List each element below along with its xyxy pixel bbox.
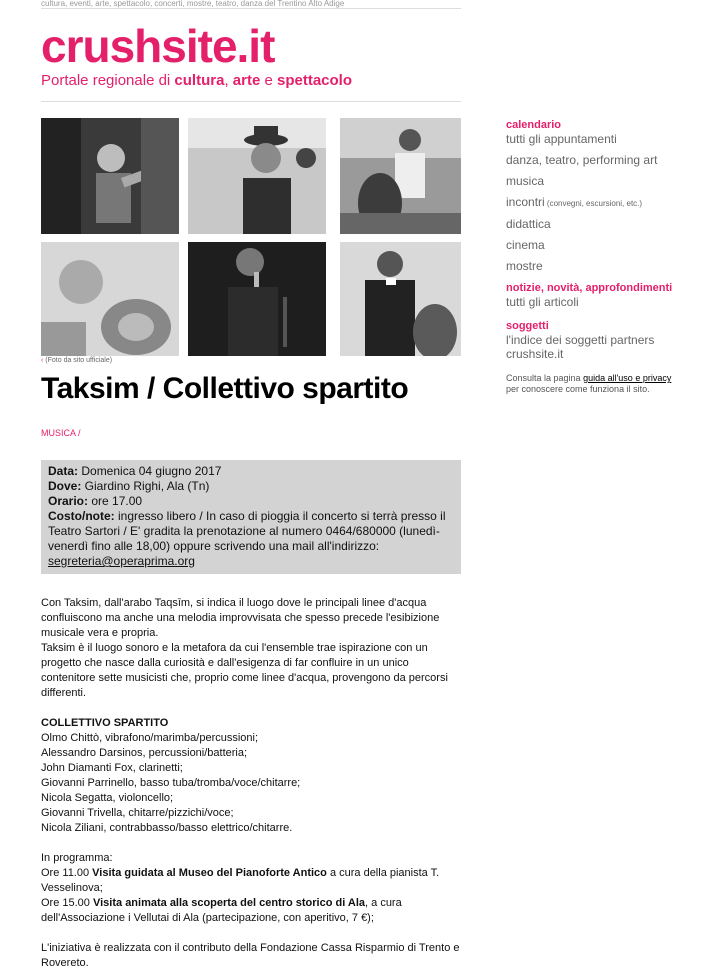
divider bbox=[41, 8, 461, 9]
member-item: Nicola Segatta, violoncello; bbox=[41, 792, 174, 804]
member-item: John Diamanti Fox, clarinetti; bbox=[41, 762, 183, 774]
member-item: Giovanni Trivella, chitarre/pizzichi/voce; bbox=[41, 807, 234, 819]
photo-cellist bbox=[340, 118, 478, 234]
event-photo-collage bbox=[41, 118, 461, 356]
programme-item: Ore 11.00 Visita guidata al Museo del Pianoforte Antico a cura della pianista T. Vesselinova; bbox=[41, 867, 440, 894]
sidebar bbox=[506, 118, 706, 395]
divider bbox=[41, 101, 461, 102]
event-email-link[interactable]: segreteria@operaprima.org bbox=[48, 554, 195, 568]
sidebar-item-tutti-appuntamenti[interactable]: tutti gli appuntamenti bbox=[506, 132, 617, 146]
sponsor-note: L'iniziativa è realizzata con il contributo della Fondazione Cassa Risparmio di Trento e Rovereto. bbox=[41, 942, 460, 969]
event-info-box bbox=[41, 460, 461, 574]
programme-item: Ore 15.00 Visita animata alla scoperta del centro storico di Ala, a cura dell'Associazione i Vellutai di Ala (partecipazione, con aperitivo, 7 €); bbox=[41, 897, 402, 924]
event-title: Taksim / Collettivo spartito bbox=[41, 372, 409, 405]
sidebar-item-soggetti-index[interactable]: l'indice dei soggetti partners bbox=[506, 333, 655, 347]
event-place: Dove: Giardino Righi, Ala (Tn) bbox=[48, 479, 210, 493]
member-item: Nicola Ziliani, contrabbasso/basso elettrico/chitarre. bbox=[41, 822, 293, 834]
sidebar-guide-note: Consulta la pagina guida all'uso e privacy per conoscere come funziona il sito. bbox=[506, 373, 672, 394]
member-item: Alessandro Darsinos, percussioni/batteria; bbox=[41, 747, 248, 759]
event-category-link[interactable]: MUSICA / bbox=[41, 428, 81, 438]
ensemble-title: COLLETTIVO SPARTITO bbox=[41, 717, 169, 729]
description-paragraph: Taksim è il luogo sonoro e la metafora da cui l'ensemble trae ispirazione con un progetto che nasce dalla curiosità e dall'esigenza di far confluire in un unico contenitore sette musicisti che, proprio come linee d'acqua, provengono da percorsi differenti. bbox=[41, 642, 448, 699]
member-item: Olmo Chittò, vibrafono/marimba/percussioni; bbox=[41, 732, 259, 744]
sidebar-item-didattica[interactable]: didattica bbox=[506, 217, 551, 231]
sidebar-item-incontri[interactable]: incontri (convegni, escursioni, etc.) bbox=[506, 195, 643, 209]
sidebar-item-mostre[interactable]: mostre bbox=[506, 259, 543, 273]
photo-caption: ‹ (Foto da sito ufficiale) bbox=[41, 357, 113, 364]
member-item: Giovanni Parrinello, basso tuba/tromba/voce/chitarre; bbox=[41, 777, 301, 789]
sidebar-heading-calendario[interactable]: calendario bbox=[506, 119, 562, 131]
event-time: Orario: ore 17.00 bbox=[48, 494, 143, 508]
guide-privacy-link[interactable]: guida all'uso e privacy bbox=[583, 373, 672, 383]
event-cost-notes: Costo/note: ingresso libero / In caso di pioggia il concerto si terrà presso il Teatro Sartori / E' gradita la prenotazione al numero 0464/680000 (lunedì-venerdì fino alle 18,00) oppure scrivendo una mail all'indirizzo: bbox=[48, 509, 446, 553]
sidebar-item-cinema[interactable]: cinema bbox=[506, 238, 545, 252]
sidebar-item-danza[interactable]: danza, teatro, performing art bbox=[506, 153, 658, 167]
photo-guitarist bbox=[41, 118, 179, 234]
description-paragraph: Con Taksim, dall'arabo Taqsīm, si indica il luogo dove le principali linee d'acqua confluiscono ma anche una melodia improvvisata che spesso precede l'esibizione musicale vera e propria. bbox=[41, 597, 440, 639]
site-tagline: Portale regionale di cultura, arte e spettacolo bbox=[41, 72, 353, 89]
sidebar-item-musica[interactable]: musica bbox=[506, 174, 545, 188]
site-logo[interactable]: crushsite.it bbox=[41, 20, 275, 72]
programme-heading: In programma: bbox=[41, 852, 113, 864]
top-strap-text: cultura, eventi, arte, spettacolo, concerti, mostre, teatro, danza del Trentino Alto Adige bbox=[41, 0, 345, 8]
photo-clarinetist bbox=[188, 242, 326, 358]
event-date: Data: Domenica 04 giugno 2017 bbox=[48, 464, 222, 478]
sidebar-item-tutti-articoli[interactable]: tutti gli articoli bbox=[506, 295, 579, 309]
sidebar-heading-notizie[interactable]: notizie, novità, approfondimenti bbox=[506, 282, 673, 294]
photo-hat-player bbox=[188, 118, 326, 234]
sidebar-heading-soggetti[interactable]: soggetti bbox=[506, 320, 549, 332]
photo-tuba-player bbox=[41, 242, 179, 358]
photo-bassist bbox=[340, 242, 478, 358]
sidebar-item-crushsite[interactable]: crushsite.it bbox=[506, 347, 564, 361]
event-description bbox=[41, 596, 461, 971]
